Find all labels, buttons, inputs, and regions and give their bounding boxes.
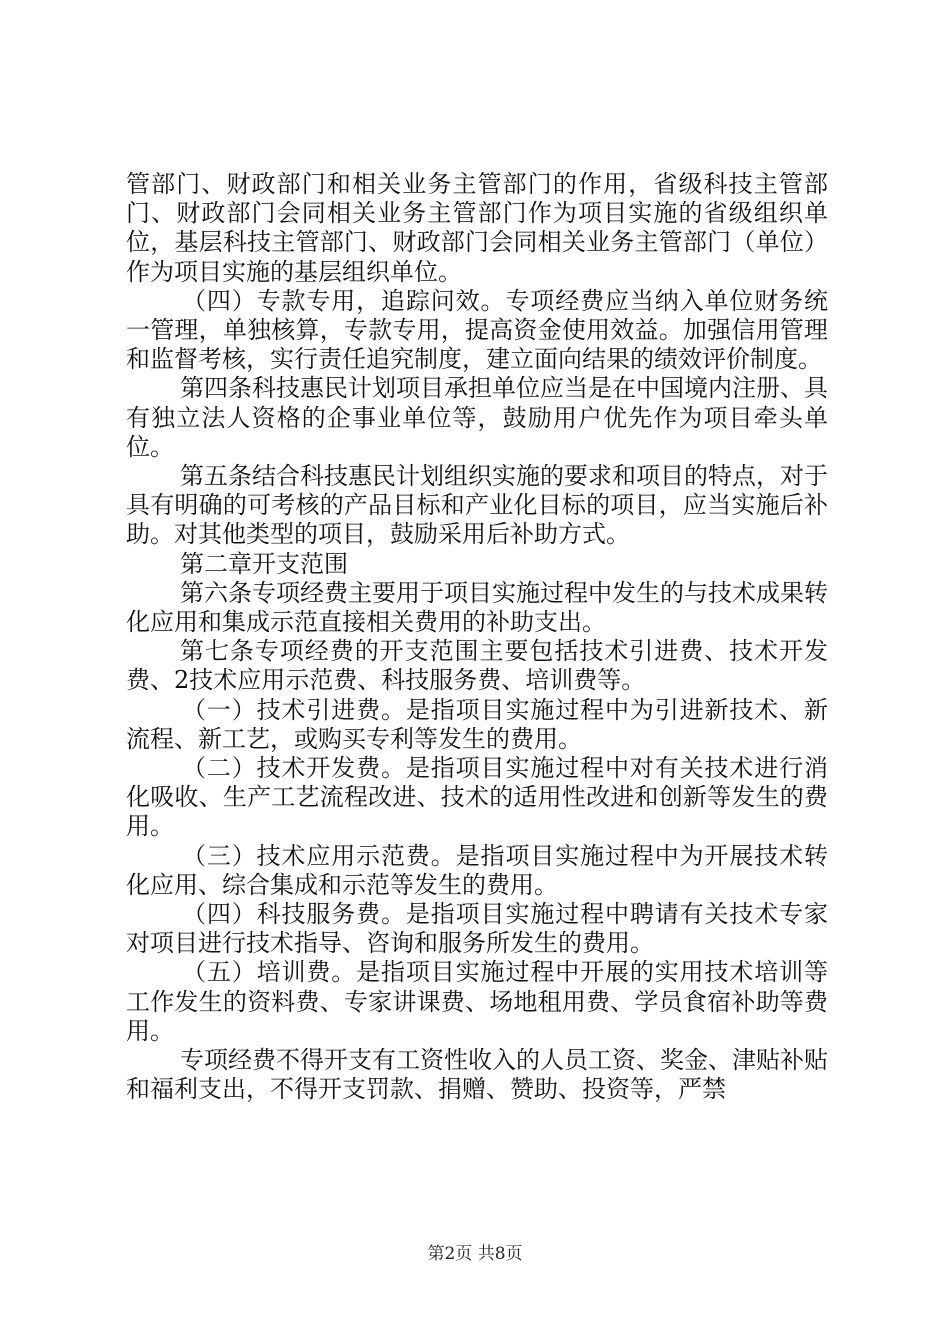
page-number-label: 第2页 共8页: [427, 1244, 523, 1264]
paragraph-earmarked-funds: （四）专款专用，追踪问效。专项经费应当纳入单位财务统一管理，单独核算，专款专用，提高资金使用效益。加强信用管理和监督考核，实行责任追究制度，建立面向结果的绩效评价制度。: [126, 286, 828, 374]
paragraph-organization-roles: 管部门、财政部门和相关业务主管部门的作用，省级科技主管部门、财政部门会同相关业务主管部门作为项目实施的省级组织单位，基层科技主管部门、财政部门会同相关业务主管部门（单位）作为项目实施的基层组织单位。: [126, 170, 828, 286]
chapter-heading: 第二章开支范围: [180, 549, 348, 578]
page-footer: [0, 1244, 950, 1264]
paragraph-restrictions: 专项经费不得开支有工资性收入的人员工资、奖金、津贴补贴和福利支出，不得开支罚款、捐赠、赞助、投资等，严禁: [126, 1046, 828, 1104]
paragraph-article-6: 第六条专项经费主要用于项目实施过程中发生的与技术成果转化应用和集成示范直接相关费用的补助支出。: [126, 578, 828, 637]
paragraph-article-7: 第七条专项经费的开支范围主要包括技术引进费、技术开发费、2技术应用示范费、科技服务费、培训费等。: [126, 637, 828, 695]
paragraph-article-5: 第五条结合科技惠民计划组织实施的要求和项目的特点，对于具有明确的可考核的产品目标和产业化目标的项目，应当实施后补助。对其他类型的项目，鼓励采用后补助方式。: [126, 462, 828, 549]
paragraph-item-technology-import: （一）技术引进费。是指项目实施过程中为引进新技术、新流程、新工艺，或购买专利等发生的费用。: [126, 695, 828, 753]
paragraph-item-training: （五）培训费。是指项目实施过程中开展的实用技术培训等工作发生的资料费、专家讲课费、场地租用费、学员食宿补助等费用。: [126, 958, 828, 1045]
paragraph-item-demonstration: （三）技术应用示范费。是指项目实施过程中为开展技术转化应用、综合集成和示范等发生的费用。: [126, 841, 828, 899]
paragraph-item-technology-development: （二）技术开发费。是指项目实施过程中对有关技术进行消化吸收、生产工艺流程改进、技术的适用性改进和创新等发生的费用。: [126, 754, 828, 841]
document-body: [126, 170, 828, 1105]
paragraph-item-tech-services: （四）科技服务费。是指项目实施过程中聘请有关技术专家对项目进行技术指导、咨询和服务所发生的费用。: [126, 900, 828, 958]
paragraph-article-4: 第四条科技惠民计划项目承担单位应当是在中国境内注册、具有独立法人资格的企事业单位等，鼓励用户优先作为项目牵头单位。: [126, 374, 828, 461]
